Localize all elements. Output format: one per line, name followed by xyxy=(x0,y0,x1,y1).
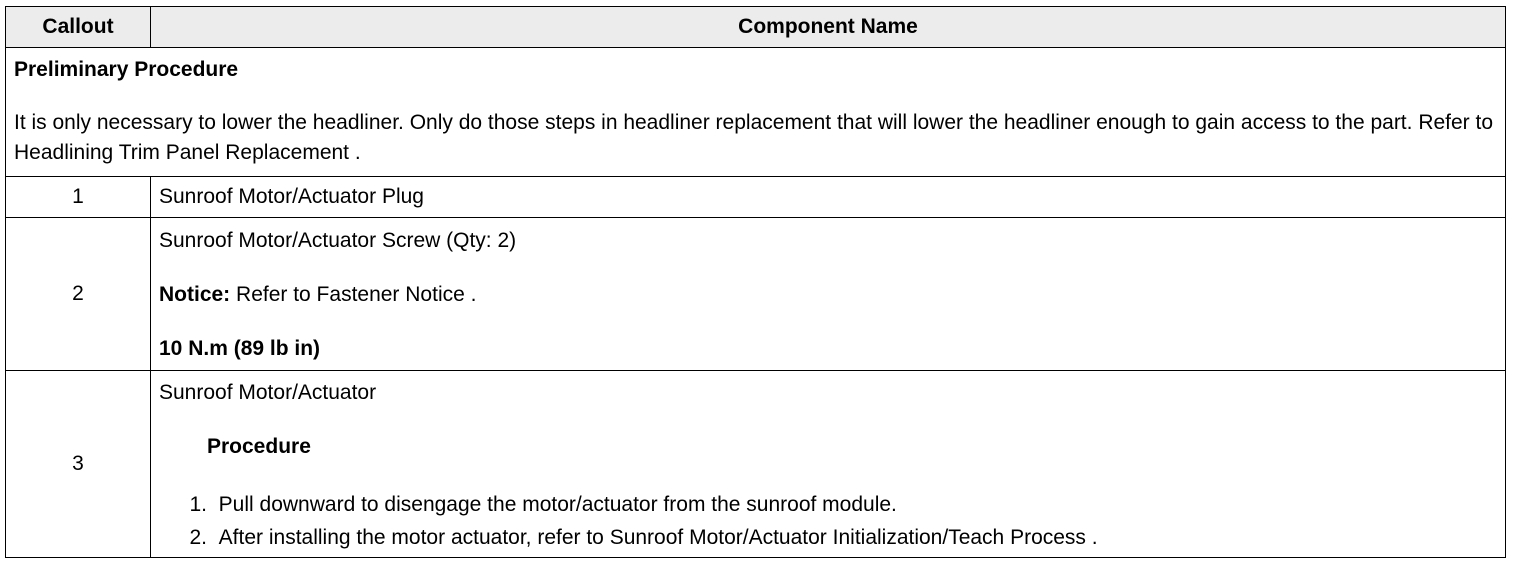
component-name: Sunroof Motor/Actuator xyxy=(159,381,377,404)
component-name: Sunroof Motor/Actuator Screw (Qty: 2) xyxy=(159,229,517,252)
component-name-cell xyxy=(151,218,1506,371)
notice-line xyxy=(159,282,1497,308)
notice-label: Notice: xyxy=(159,283,231,306)
list-item xyxy=(159,521,1497,554)
procedure-title: Procedure xyxy=(207,435,311,458)
table-row xyxy=(6,371,1506,558)
header-component-name: Component Name xyxy=(151,7,1506,48)
component-table xyxy=(5,6,1506,558)
step-text: After installing the motor actuator, refer to Sunroof Motor/Actuator Initialization/Teach Process . xyxy=(218,526,1098,549)
step-number: 2. xyxy=(189,526,207,549)
table-row xyxy=(6,177,1506,218)
component-name-cell xyxy=(151,371,1506,558)
header-callout: Callout xyxy=(6,7,151,48)
preliminary-row xyxy=(6,48,1506,177)
list-item xyxy=(159,488,1497,521)
step-number: 1. xyxy=(189,493,207,516)
callout-cell: 2 xyxy=(6,218,151,371)
component-name-cell: Sunroof Motor/Actuator Plug xyxy=(151,177,1506,218)
step-text: Pull downward to disengage the motor/actuator from the sunroof module. xyxy=(218,493,897,516)
preliminary-text: It is only necessary to lower the headliner. Only do those steps in headliner replacement that will lower the headliner enough to gain access to the part. Refer to Headlining Trim Panel Replacement . xyxy=(14,111,1494,164)
preliminary-cell xyxy=(6,48,1506,177)
table-header-row xyxy=(6,7,1506,48)
notice-text: Refer to Fastener Notice . xyxy=(230,283,477,306)
callout-cell: 1 xyxy=(6,177,151,218)
component-table-container xyxy=(5,6,1506,558)
torque-spec: 10 N.m (89 lb in) xyxy=(159,337,321,360)
preliminary-title: Preliminary Procedure xyxy=(14,58,239,81)
table-row xyxy=(6,218,1506,371)
procedure-steps xyxy=(159,488,1497,554)
callout-cell: 3 xyxy=(6,371,151,558)
